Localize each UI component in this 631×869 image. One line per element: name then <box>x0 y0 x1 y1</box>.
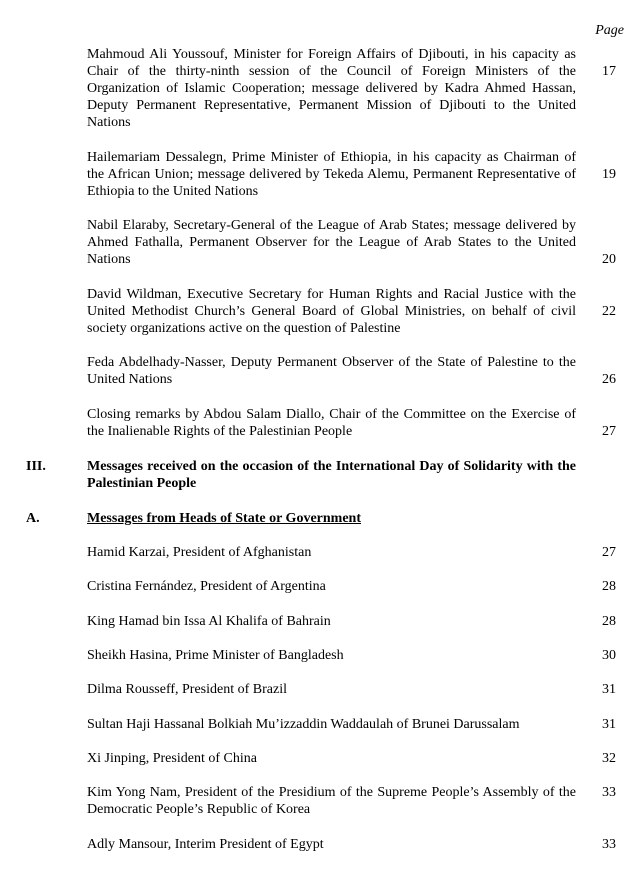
toc-entry-page: 33 <box>602 837 616 852</box>
toc-entry-text: King Hamad bin Issa Al Khalifa of Bahrain <box>87 614 331 629</box>
toc-entry-page: 27 <box>602 424 616 439</box>
section-number: III. <box>26 459 46 474</box>
section-title: Messages from Heads of State or Government <box>87 511 361 526</box>
section-number: A. <box>26 511 40 526</box>
toc-entry-text: Kim Yong Nam, President of the Presidium of the Supreme People’s Assembly of the Democratic People’s Republic of Korea <box>87 785 576 817</box>
toc-entry-page: 17 <box>602 64 616 79</box>
toc-entry-text: Mahmoud Ali Youssouf, Minister for Foreign Affairs of Djibouti, in his capacity as Chair of the thirty-ninth session of the Council of Foreign Ministers of the Organization of Islamic Cooperation; message delivered by Kadra Ahmed Hassan, Deputy Permanent Representative, Permanent Mission of Djibouti to the United Nations <box>87 47 576 130</box>
toc-entry-text: Feda Abdelhady-Nasser, Deputy Permanent Observer of the State of Palestine to the United Nations <box>87 355 576 387</box>
toc-entry-page: 31 <box>602 682 616 697</box>
toc-entry-text: Sheikh Hasina, Prime Minister of Bangladesh <box>87 648 344 663</box>
toc-entry-text: Hamid Karzai, President of Afghanistan <box>87 545 312 560</box>
toc-entry-page: 33 <box>602 785 616 800</box>
toc-entry-page: 30 <box>602 648 616 663</box>
toc-entry-page: 22 <box>602 304 616 319</box>
section-title: Messages received on the occasion of the International Day of Solidarity with the Palestinian People <box>87 459 576 491</box>
toc-entry-page: 32 <box>602 751 616 766</box>
toc-entry-text: Dilma Rousseff, President of Brazil <box>87 682 287 697</box>
toc-entry-page: 28 <box>602 579 616 594</box>
toc-entry-page: 28 <box>602 614 616 629</box>
toc-entry-page: 19 <box>602 167 616 182</box>
toc-entry-text: Hailemariam Dessalegn, Prime Minister of Ethiopia, in his capacity as Chairman of the African Union; message delivered by Tekeda Alemu, Permanent Representative of Ethiopia to the United Nations <box>87 150 576 199</box>
toc-entry-text: Adly Mansour, Interim President of Egypt <box>87 837 324 852</box>
toc-entry-text: Xi Jinping, President of China <box>87 751 257 766</box>
toc-entry-page: 31 <box>602 717 616 732</box>
toc-entry-page: 20 <box>602 252 616 267</box>
toc-entry-text: Cristina Fernández, President of Argentina <box>87 579 326 594</box>
toc-entry-text: Sultan Haji Hassanal Bolkiah Mu’izzaddin Waddaulah of Brunei Darussalam <box>87 717 520 732</box>
toc-entry-page: 26 <box>602 372 616 387</box>
toc-entry-page: 27 <box>602 545 616 560</box>
toc-entry-text: David Wildman, Executive Secretary for Human Rights and Racial Justice with the United Methodist Church’s General Board of Global Ministries, on behalf of civil society organizations active on the question of Palestine <box>87 287 576 336</box>
page-column-header: Page <box>595 23 624 38</box>
toc-entry-text: Nabil Elaraby, Secretary-General of the League of Arab States; message delivered by Ahmed Fathalla, Permanent Observer for the League of Arab States to the United Nations <box>87 218 576 267</box>
toc-entry-text: Closing remarks by Abdou Salam Diallo, Chair of the Committee on the Exercise of the Inalienable Rights of the Palestinian People <box>87 407 576 439</box>
